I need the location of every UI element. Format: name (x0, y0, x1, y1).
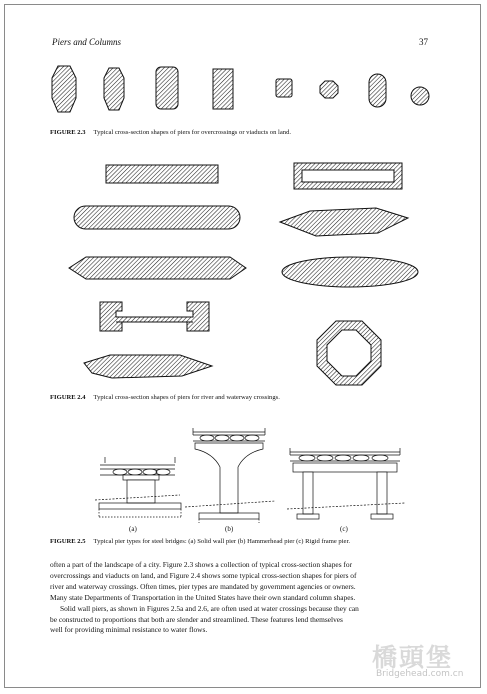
figure-2-3-drawing (40, 60, 450, 120)
figure-label: FIGURE 2.5 (50, 538, 86, 545)
river-pier-hexagonal-pointed (69, 257, 246, 279)
caption-text: Typical cross-section shapes of piers for overcrossings or viaducts on land. (93, 129, 292, 136)
figure-2-3-caption (50, 129, 291, 136)
body-line: Solid wall piers, as shown in Figures 2.5a and 2.6, are often used at water crossings because they can (60, 603, 359, 613)
pier-shape-octagon-small (320, 81, 338, 98)
river-pier-hollow-octagon (317, 321, 381, 385)
body-paragraph (50, 560, 434, 636)
watermark-logo: 橋頭堡 (372, 643, 454, 672)
figure-2-5-caption (50, 538, 350, 545)
body-line: Many state Departments of Transportation in the United States have their own standard column shapes. (50, 592, 356, 602)
river-pier-solid-rectangle (106, 165, 218, 183)
river-pier-streamlined-nose (84, 355, 212, 378)
pier-shape-square-rounded (276, 79, 292, 97)
watermark-url: Bridgehead.com.cn (376, 669, 464, 679)
pier-shape-rectangle-tall (213, 69, 233, 109)
river-pier-ellipse (282, 257, 418, 287)
figure-2-4-drawing (60, 155, 430, 390)
pier-shape-elongated-octagon-large (52, 66, 76, 112)
figure-2-5-sublabel-b: (b) (225, 525, 234, 533)
river-pier-lenticular-pointed (280, 208, 408, 236)
solid-wall-pier-drawing (95, 457, 181, 517)
river-pier-hollow-rectangle (294, 163, 402, 189)
pier-shape-oblong (369, 74, 386, 107)
page-number: 37 (419, 37, 428, 47)
hammerhead-pier-drawing (185, 428, 275, 523)
river-pier-rounded-ends (74, 206, 240, 229)
body-line: often a part of the landscape of a city. Figure 2.3 shows a collection of typical cross-section shapes for (50, 560, 353, 569)
figure-2-4-caption (50, 394, 280, 401)
pier-shape-circle (411, 87, 429, 105)
river-pier-i-beam (100, 302, 209, 331)
figure-label: FIGURE 2.4 (50, 394, 86, 401)
caption-text: Typical cross-section shapes of piers for river and waterway crossings. (93, 394, 280, 401)
figure-label: FIGURE 2.3 (50, 129, 86, 136)
body-line: overcrossings and viaducts on land, and Figure 2.4 shows some typical cross-section shapes for piers of (50, 570, 357, 580)
running-header-title: Piers and Columns (52, 37, 122, 47)
body-line: be constructed to proportions that both are slender and streamlined. These features lend themselves (50, 614, 343, 624)
figure-2-5-drawing (95, 425, 435, 535)
figure-2-5-sublabel-c: (c) (340, 525, 348, 533)
pier-shape-rounded-rectangle (156, 67, 178, 109)
rigid-frame-pier-drawing (287, 448, 405, 519)
figure-2-5-sublabel-a: (a) (129, 525, 137, 533)
caption-text: Typical pier types for steel bridges: (a) Solid wall pier (b) Hammerhead pier (c) Rigid frame pier. (93, 538, 350, 545)
pier-shape-elongated-octagon-small (104, 68, 124, 110)
body-line: river and waterway crossings. Often times, pier types are mandated by government agencies or owners. (50, 581, 356, 591)
body-line: well for providing minimal resistance to water flows. (50, 625, 208, 635)
